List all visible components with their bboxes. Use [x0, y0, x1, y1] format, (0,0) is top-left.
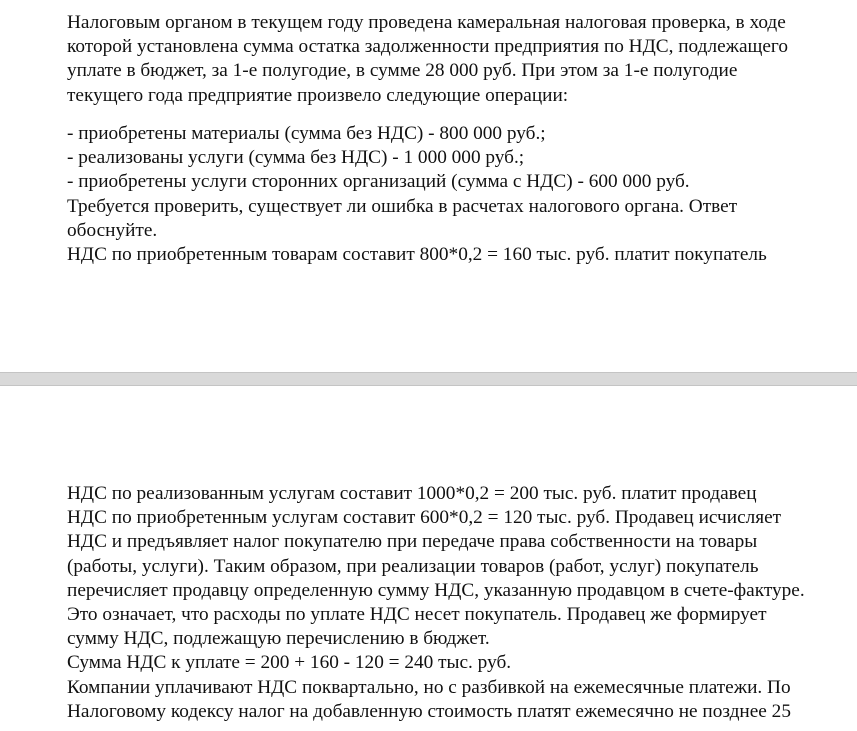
text-line: которой установлена сумма остатка задолженности предприятия по НДС, подлежащего — [67, 36, 788, 58]
text-line: Налоговым органом в текущем году проведена камеральная налоговая проверка, в ходе — [67, 12, 786, 33]
list-item: - приобретены материалы (сумма без НДС) - 800 000 руб.; — [67, 123, 546, 144]
page-separator — [0, 372, 857, 386]
text-line: обоснуйте. — [67, 219, 158, 241]
text-line: перечисляет продавцу определенную сумму НДС, указанную продавцом в счете-фактуре. — [67, 579, 805, 601]
list-item: - реализованы услуги (сумма без НДС) - 1 000 000 руб.; — [67, 147, 525, 169]
text-line: НДС по реализованным услугам составит 1000*0,2 = 200 тыс. руб. платит продавец — [67, 483, 757, 504]
text-line: НДС по приобретенным услугам составит 600*0,2 = 120 тыс. руб. Продавец исчисляет — [67, 507, 782, 529]
operations-list — [67, 122, 847, 267]
text-line: Сумма НДС к уплате = 200 + 160 - 120 = 240 тыс. руб. — [67, 652, 512, 674]
list-item: - приобретены услуги сторонних организаций (сумма с НДС) - 600 000 руб. — [67, 171, 690, 193]
text-line: Это означает, что расходы по уплате НДС несет покупатель. Продавец же формирует — [67, 604, 767, 626]
text-line: текущего года предприятие произвело следующие операции: — [67, 84, 569, 106]
text-line: Налоговому кодексу налог на добавленную стоимость платят ежемесячно не позднее 25 — [67, 700, 791, 722]
task-paragraph — [67, 11, 847, 108]
text-line: Компании уплачивают НДС поквартально, но с разбивкой на ежемесячные платежи. По — [67, 676, 791, 698]
text-line: сумму НДС, подлежащую перечислению в бюджет. — [67, 628, 490, 650]
text-line: (работы, услуги). Таким образом, при реализации товаров (работ, услуг) покупатель — [67, 555, 759, 577]
text-line: НДС и предъявляет налог покупателю при передаче права собственности на товары — [67, 531, 758, 553]
text-line: уплате в бюджет, за 1-е полугодие, в сумме 28 000 руб. При этом за 1-е полугодие — [67, 60, 738, 82]
text-line: Требуется проверить, существует ли ошибка в расчетах налогового органа. Ответ — [67, 195, 738, 217]
solution-text — [67, 482, 847, 724]
text-line: НДС по приобретенным товарам составит 800*0,2 = 160 тыс. руб. платит покупатель — [67, 244, 767, 266]
